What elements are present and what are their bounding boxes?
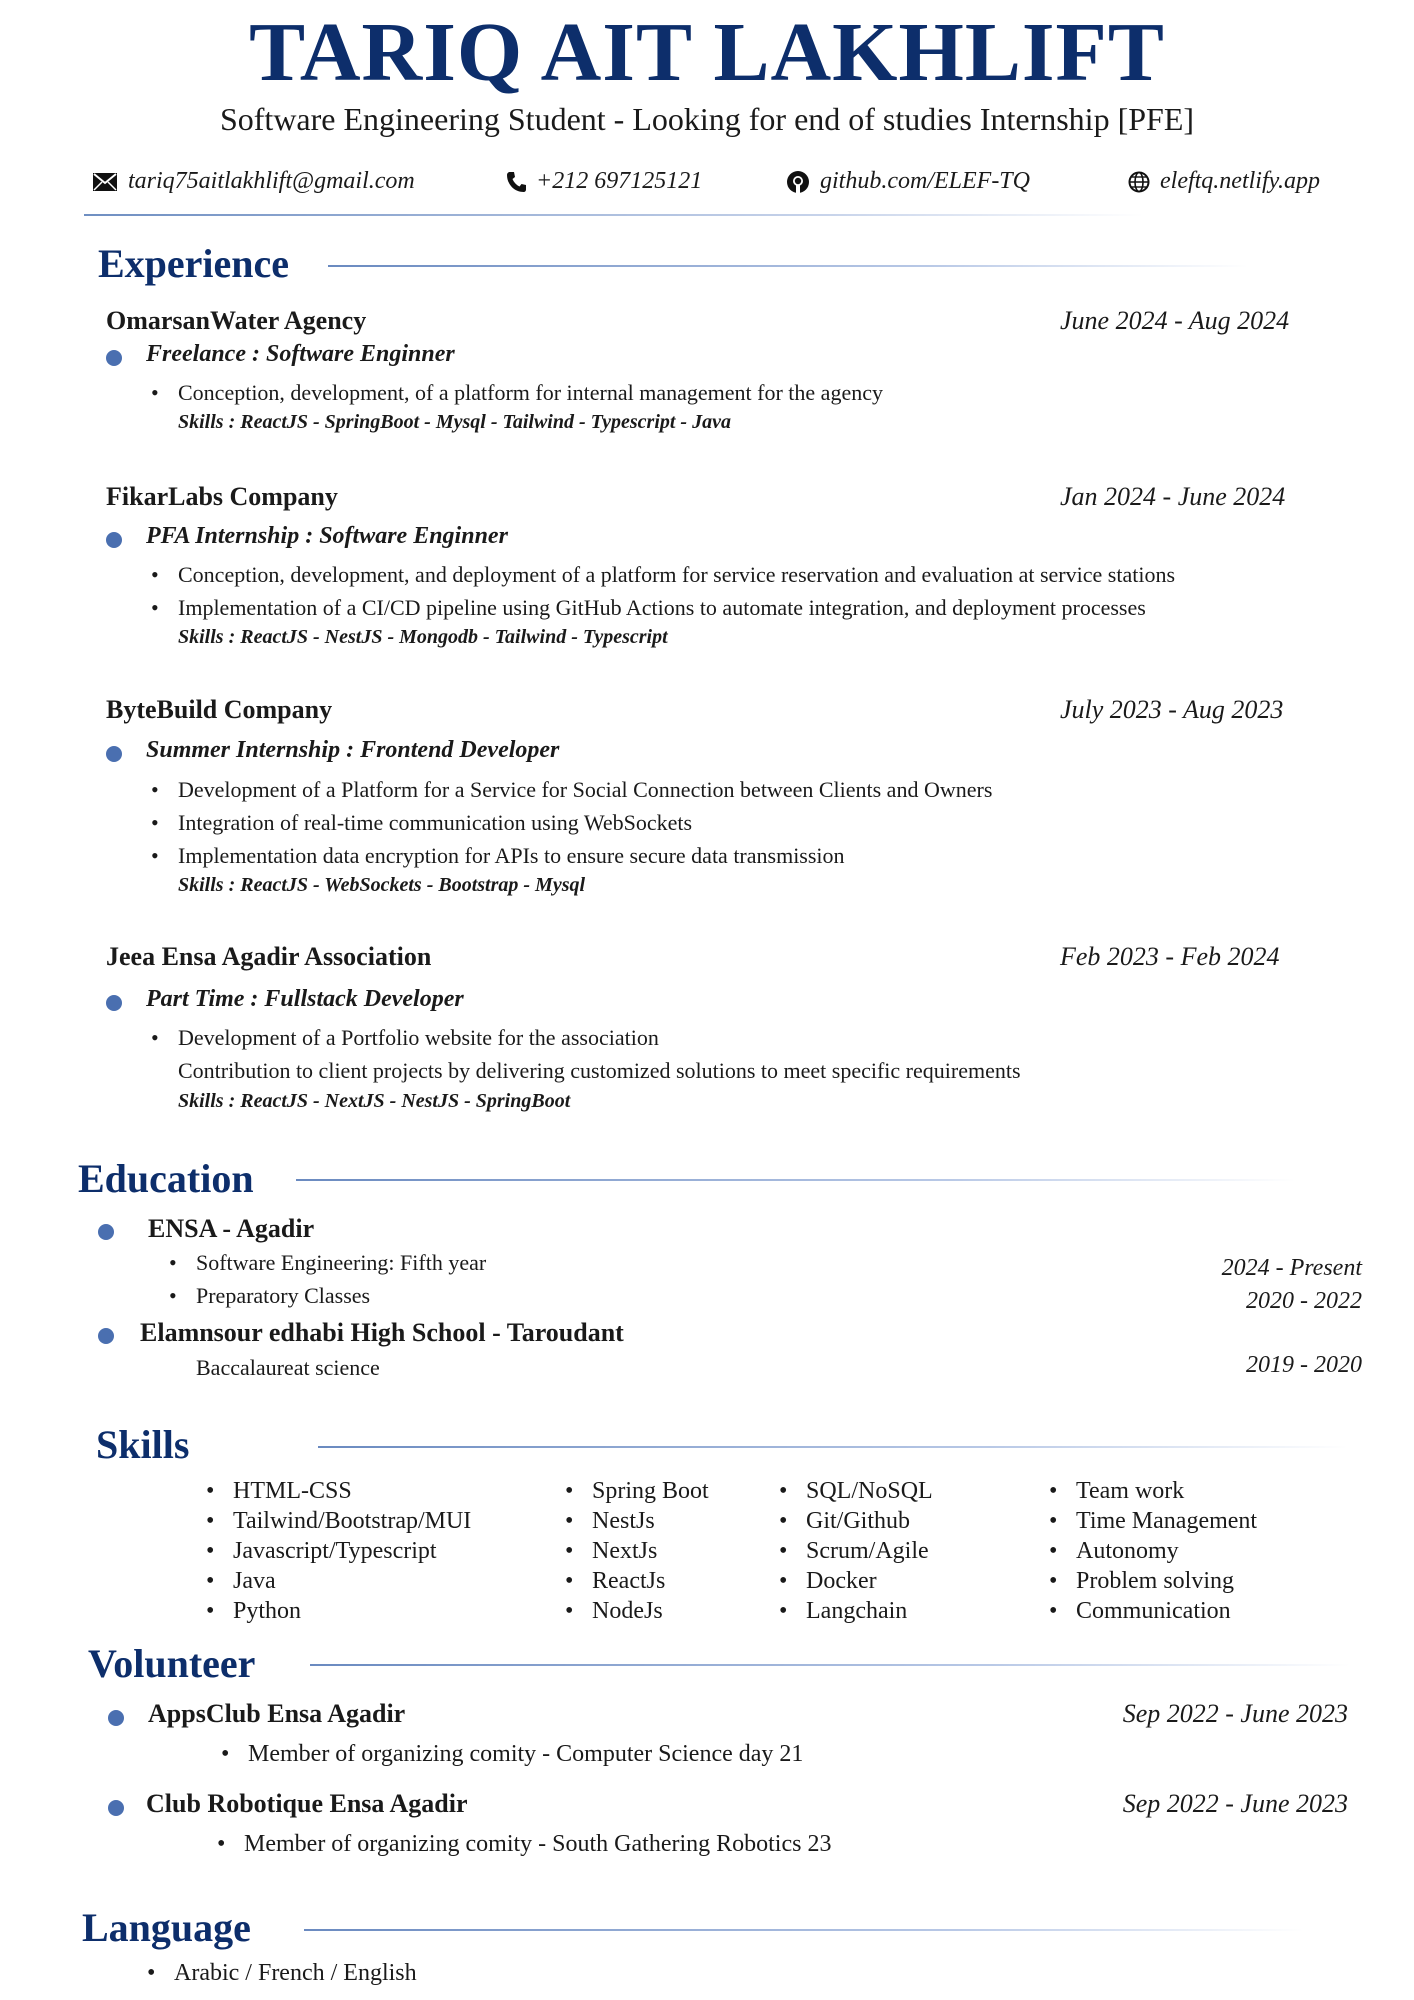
resume-subtitle: Software Engineering Student - Looking for end of studies Internship [PFE] [219, 101, 1195, 137]
section-divider-volunteer [310, 1664, 1350, 1666]
volunteer-bullet-icon [108, 1800, 124, 1816]
education-school: Elamnsour edhabi High School - Taroudant [140, 1318, 624, 1347]
experience-company: ByteBuild Company [106, 695, 333, 724]
experience-date: Feb 2023 - Feb 2024 [1060, 942, 1280, 971]
skill-item: • NestJs [592, 1508, 655, 1535]
volunteer-date: Sep 2022 - June 2023 [1122, 1789, 1348, 1818]
skill-item: • SQL/NoSQL [806, 1478, 933, 1505]
contact-website[interactable] [1128, 168, 1320, 195]
experience-company: Jeea Ensa Agadir Association [106, 942, 432, 971]
github-icon [786, 170, 810, 194]
experience-company: FikarLabs Company [106, 482, 338, 511]
experience-skills: Skills : ReactJS - WebSockets - Bootstrap - Mysql [178, 874, 586, 896]
education-date: 2020 - 2022 [1246, 1288, 1362, 1314]
experience-role: Summer Internship : Frontend Developer [146, 737, 560, 763]
experience-item: • Development of a Platform for a Service for Social Connection between Clients and Owners [178, 777, 992, 803]
experience-item: Contribution to client projects by delivering customized solutions to meet specific requirements [178, 1058, 1021, 1083]
contact-email[interactable] [92, 168, 415, 195]
resume-name: TARIQ AIT LAKHLIFT [249, 6, 1165, 99]
section-title-volunteer: Volunteer [88, 1641, 256, 1686]
envelope-icon [92, 172, 118, 192]
skill-item: • Spring Boot [592, 1478, 709, 1505]
role-bullet-icon [106, 995, 122, 1011]
education-date: 2024 - Present [1221, 1255, 1362, 1281]
phone-text: +212 697125121 [536, 168, 703, 194]
experience-date: July 2023 - Aug 2023 [1060, 695, 1284, 724]
email-text: tariq75aitlakhlift@gmail.com [128, 168, 415, 194]
skill-item: • Team work [1076, 1478, 1184, 1505]
education-date: 2019 - 2020 [1246, 1352, 1362, 1378]
education-bullet-icon [98, 1224, 114, 1240]
skill-item: • Autonomy [1076, 1538, 1179, 1565]
github-text: github.com/ELEF-TQ [820, 168, 1030, 194]
experience-item: • Development of a Portfolio website for the association [178, 1025, 659, 1051]
experience-item: • Implementation data encryption for APIs to ensure secure data transmission [178, 843, 845, 869]
website-text: eleftq.netlify.app [1160, 168, 1320, 194]
skill-item: • Python [233, 1598, 301, 1625]
education-bullet-icon [98, 1328, 114, 1344]
experience-date: June 2024 - Aug 2024 [1060, 306, 1290, 335]
skill-item: • Time Management [1076, 1508, 1257, 1535]
education-item: Baccalaureat science [196, 1355, 380, 1380]
section-title-language: Language [82, 1905, 251, 1950]
experience-date: Jan 2024 - June 2024 [1060, 482, 1286, 511]
section-divider-experience [328, 265, 1248, 267]
section-divider-language [304, 1929, 1304, 1931]
experience-item: • Conception, development, of a platform for internal management for the agency [178, 380, 883, 406]
skill-item: • Communication [1076, 1598, 1231, 1625]
section-title-experience: Experience [98, 241, 290, 286]
experience-item: • Implementation of a CI/CD pipeline using GitHub Actions to automate integration, and deployment processes [178, 595, 1146, 621]
skill-item: • Docker [806, 1568, 877, 1595]
experience-role: PFA Internship : Software Enginner [146, 523, 508, 549]
experience-skills: Skills : ReactJS - SpringBoot - Mysql - Tailwind - Typescript - Java [178, 411, 731, 433]
skill-item: • Git/Github [806, 1508, 910, 1535]
experience-company: OmarsanWater Agency [106, 306, 367, 335]
section-title-skills: Skills [96, 1422, 190, 1467]
experience-item: • Conception, development, and deployment of a platform for service reservation and evaluation at service stations [178, 562, 1175, 588]
role-bullet-icon [106, 532, 122, 548]
contact-phone[interactable] [506, 168, 702, 195]
section-title-education: Education [78, 1156, 254, 1201]
skill-item: • NodeJs [592, 1598, 663, 1625]
volunteer-item: • Member of organizing comity - Computer Science day 21 [248, 1741, 803, 1768]
skill-item: • Problem solving [1076, 1568, 1234, 1595]
role-bullet-icon [106, 350, 122, 366]
contact-github[interactable] [786, 168, 1030, 195]
skill-item: • HTML-CSS [233, 1478, 352, 1505]
experience-role: Part Time : Fullstack Developer [146, 986, 464, 1012]
volunteer-item: • Member of organizing comity - South Gathering Robotics 23 [244, 1831, 831, 1858]
skill-item: • NextJs [592, 1538, 657, 1565]
language-item: • Arabic / French / English [174, 1960, 417, 1987]
skill-item: • Scrum/Agile [806, 1538, 929, 1565]
volunteer-bullet-icon [108, 1710, 124, 1726]
experience-item: • Integration of real-time communication using WebSockets [178, 810, 692, 836]
experience-skills: Skills : ReactJS - NextJS - NestJS - SpringBoot [178, 1090, 571, 1112]
education-item: • Software Engineering: Fifth year [196, 1250, 486, 1276]
skill-item: • Java [233, 1568, 276, 1595]
experience-role: Freelance : Software Enginner [146, 341, 455, 367]
phone-icon [506, 171, 526, 193]
skill-item: • Javascript/Typescript [233, 1538, 437, 1565]
volunteer-org: AppsClub Ensa Agadir [148, 1699, 406, 1728]
education-item: • Preparatory Classes [196, 1283, 370, 1309]
header-divider [84, 214, 1144, 216]
section-divider-skills [318, 1446, 1348, 1448]
volunteer-date: Sep 2022 - June 2023 [1122, 1699, 1348, 1728]
globe-icon [1128, 171, 1150, 193]
skill-item: • Tailwind/Bootstrap/MUI [233, 1508, 471, 1535]
experience-skills: Skills : ReactJS - NestJS - Mongodb - Tailwind - Typescript [178, 626, 668, 648]
section-divider-education [296, 1179, 1296, 1181]
education-school: ENSA - Agadir [148, 1214, 315, 1243]
skill-item: • Langchain [806, 1598, 907, 1625]
role-bullet-icon [106, 746, 122, 762]
skill-item: • ReactJs [592, 1568, 665, 1595]
volunteer-org: Club Robotique Ensa Agadir [146, 1789, 468, 1818]
